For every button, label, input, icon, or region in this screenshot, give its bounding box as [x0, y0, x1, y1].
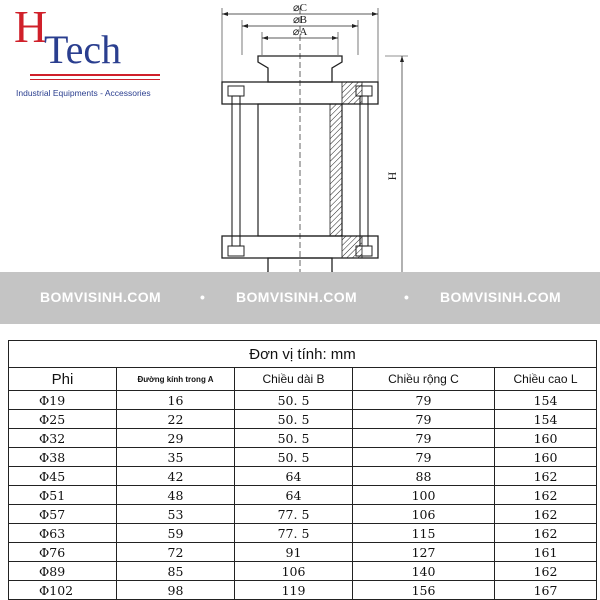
- table-cell: 154: [495, 410, 597, 429]
- table-row: [9, 467, 597, 486]
- table-cell: 29: [117, 429, 235, 448]
- table-cell: Φ76: [9, 543, 117, 562]
- table-cell: Φ19: [9, 391, 117, 410]
- table-body: [9, 391, 597, 600]
- table-cell: 50. 5: [235, 410, 353, 429]
- table-row: [9, 410, 597, 429]
- table-cell: 22: [117, 410, 235, 429]
- table-cell: Φ38: [9, 448, 117, 467]
- dim-label-h: H: [385, 171, 399, 181]
- table-cell: 79: [353, 429, 495, 448]
- table-cell: Φ63: [9, 524, 117, 543]
- dim-label-a: ⌀A: [292, 26, 308, 38]
- table-cell: 59: [117, 524, 235, 543]
- table-cell: 162: [495, 486, 597, 505]
- table-cell: 50. 5: [235, 429, 353, 448]
- table-row: [9, 448, 597, 467]
- table-cell: Φ51: [9, 486, 117, 505]
- table-cell: 50. 5: [235, 448, 353, 467]
- table-cell: 160: [495, 429, 597, 448]
- watermark-text: BOMVISINH.COM: [440, 289, 562, 305]
- watermark-text: BOMVISINH.COM: [40, 289, 162, 305]
- table-cell: 167: [495, 581, 597, 600]
- table-cell: 77. 5: [235, 524, 353, 543]
- column-header: Phi: [9, 368, 117, 391]
- table-row: [9, 581, 597, 600]
- table-cell: 162: [495, 562, 597, 581]
- logo-subtitle: Industrial Equipments - Accessories: [16, 88, 151, 98]
- table-cell: 50. 5: [235, 391, 353, 410]
- table-cell: 88: [353, 467, 495, 486]
- table-cell: 42: [117, 467, 235, 486]
- watermark-separator: •: [200, 289, 205, 305]
- htech-logo: [8, 1, 168, 100]
- table-cell: 161: [495, 543, 597, 562]
- table-cell: 140: [353, 562, 495, 581]
- table-row: [9, 524, 597, 543]
- table-cell: Φ89: [9, 562, 117, 581]
- table-cell: 79: [353, 410, 495, 429]
- logo-underline-thin: [30, 79, 160, 80]
- table-header-row: [9, 368, 597, 391]
- table-unit-row: [9, 341, 597, 368]
- table-cell: Φ32: [9, 429, 117, 448]
- table-row: [9, 562, 597, 581]
- table-row: [9, 486, 597, 505]
- table-cell: 115: [353, 524, 495, 543]
- sight-glass-drawing: [180, 0, 440, 300]
- column-header: Đường kính trong A: [117, 368, 235, 391]
- table-cell: 156: [353, 581, 495, 600]
- column-header: Chiều cao L: [495, 368, 597, 391]
- logo-word-tech: Tech: [44, 27, 122, 72]
- table-cell: 162: [495, 505, 597, 524]
- watermark-separator: •: [404, 289, 409, 305]
- logo-letter-h: H: [14, 1, 48, 52]
- table-row: [9, 391, 597, 410]
- table-cell: 16: [117, 391, 235, 410]
- watermark-band: [0, 272, 600, 324]
- table-cell: 98: [117, 581, 235, 600]
- table-cell: Φ57: [9, 505, 117, 524]
- table-cell: 85: [117, 562, 235, 581]
- table-cell: 64: [235, 486, 353, 505]
- watermark-text: BOMVISINH.COM: [236, 289, 358, 305]
- table-cell: 162: [495, 467, 597, 486]
- table-unit-label: Đơn vị tính: mm: [9, 341, 597, 368]
- dim-label-b: ⌀B: [293, 14, 307, 26]
- table-cell: 106: [353, 505, 495, 524]
- dim-label-c: ⌀C: [293, 2, 307, 14]
- table-cell: 100: [353, 486, 495, 505]
- table-cell: 119: [235, 581, 353, 600]
- table-cell: 77. 5: [235, 505, 353, 524]
- table-cell: 162: [495, 524, 597, 543]
- table-cell: Φ102: [9, 581, 117, 600]
- table-cell: 48: [117, 486, 235, 505]
- table-cell: 72: [117, 543, 235, 562]
- table-cell: 64: [235, 467, 353, 486]
- table-cell: 79: [353, 448, 495, 467]
- table-cell: 160: [495, 448, 597, 467]
- column-header: Chiều rộng C: [353, 368, 495, 391]
- dimension-table: [8, 340, 597, 600]
- table-cell: Φ25: [9, 410, 117, 429]
- table-row: [9, 429, 597, 448]
- table-row: [9, 505, 597, 524]
- table-cell: 127: [353, 543, 495, 562]
- table-cell: 154: [495, 391, 597, 410]
- table-cell: Φ45: [9, 467, 117, 486]
- table-row: [9, 543, 597, 562]
- table-cell: 53: [117, 505, 235, 524]
- table-cell: 79: [353, 391, 495, 410]
- table-cell: 91: [235, 543, 353, 562]
- column-header: Chiều dài B: [235, 368, 353, 391]
- logo-underline: [30, 74, 160, 76]
- table-cell: 35: [117, 448, 235, 467]
- table-cell: 106: [235, 562, 353, 581]
